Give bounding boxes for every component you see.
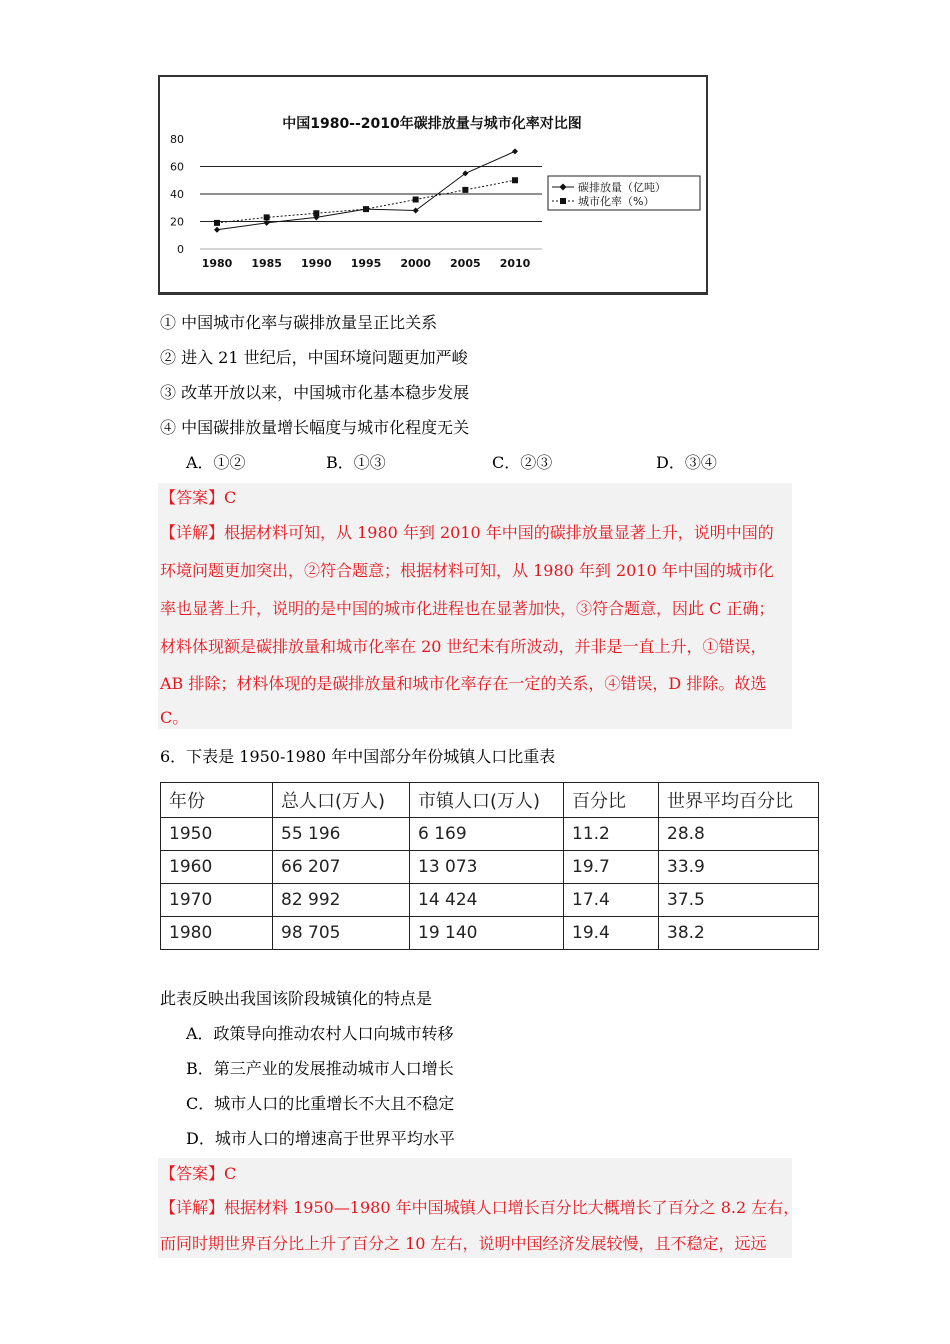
chart-series: [214, 148, 518, 232]
line-chart: [160, 77, 706, 292]
table-cell: 37.5: [659, 884, 819, 917]
table-cell: 19 140: [410, 917, 564, 950]
table-header-row: [161, 783, 819, 818]
table-cell: 13 073: [410, 851, 564, 884]
table-cell: 1980: [161, 917, 273, 950]
answer5-line-1: 【详解】根据材料可知，从 1980 年到 2010 年中国的碳排放量显著上升，说明中国的: [160, 523, 774, 542]
table-row: [161, 851, 819, 884]
data-point-urban: [512, 177, 518, 183]
legend-label-carbon: 碳排放量（亿吨）: [578, 181, 666, 194]
q6-option-a: A．政策导向推动农村人口向城市转移: [186, 1024, 454, 1043]
chart-title: 中国1980--2010年碳排放量与城市化率对比图: [282, 116, 582, 132]
data-point-urban: [363, 206, 369, 212]
x-tick-label: 1980: [201, 257, 233, 270]
y-tick-label: 0: [177, 243, 184, 256]
table-cell: 19.7: [564, 851, 659, 884]
answer5-line-3: 率也显著上升，说明的是中国的城市化进程也在显著加快，③符合题意，因此 C 正确；: [160, 599, 775, 618]
q5-option-a: A．①②: [186, 453, 246, 472]
y-tick-label: 20: [170, 215, 184, 229]
table-header-total: 总人口(万人): [273, 783, 410, 818]
statement-2: ② 进入 21 世纪后，中国环境问题更加严峻: [160, 348, 468, 367]
answer5-label: 【答案】C: [160, 488, 237, 507]
y-tick-label: 60: [170, 160, 184, 174]
answer6-line-1: 【详解】根据材料 1950—1980 年中国城镇人口增长百分比大概增长了百分之 8.2 左右，: [160, 1198, 800, 1217]
chart-grid: [200, 167, 542, 250]
table-header-year: 年份: [161, 783, 273, 818]
table-cell: 14 424: [410, 884, 564, 917]
q6-option-b: B．第三产业的发展推动城市人口增长: [186, 1059, 454, 1078]
x-tick-label: 1985: [251, 257, 282, 270]
table-cell: 33.9: [659, 851, 819, 884]
table-cell: 17.4: [564, 884, 659, 917]
chart-x-axis: [202, 257, 531, 270]
q6-option-c: C．城市人口的比重增长不大且不稳定: [186, 1094, 455, 1113]
legend-label-urban: 城市化率（%）: [578, 195, 655, 208]
statement-3: ③ 改革开放以来，中国城市化基本稳步发展: [160, 383, 470, 402]
table-cell: 98 705: [273, 917, 410, 950]
data-point-carbon: [214, 227, 220, 233]
data-point-urban: [313, 210, 319, 216]
table-header-world: 世界平均百分比: [659, 783, 819, 818]
chart-legend: [548, 176, 700, 210]
table-cell: 11.2: [564, 818, 659, 851]
chart-frame: [158, 75, 708, 295]
table-row: [161, 818, 819, 851]
table-cell: 1970: [161, 884, 273, 917]
population-table: [160, 782, 819, 950]
table-cell: 1950: [161, 818, 273, 851]
q5-option-d: D．③④: [656, 453, 717, 472]
q6-question: 此表反映出我国该阶段城镇化的特点是: [160, 989, 433, 1008]
data-point-carbon: [264, 220, 270, 226]
y-tick-label: 80: [170, 133, 184, 146]
answer6-label: 【答案】C: [160, 1164, 237, 1183]
answer5-line-2: 环境问题更加突出，②符合题意；根据材料可知，从 1980 年到 2010 年中国的城市化: [160, 561, 774, 580]
table-cell: 28.8: [659, 818, 819, 851]
answer6-line-2: 而同时期世界百分比上升了百分之 10 左右，说明中国经济发展较慢，且不稳定，远远: [160, 1234, 767, 1253]
table-cell: 6 169: [410, 818, 564, 851]
chart-y-axis: [170, 133, 184, 256]
table-cell: 66 207: [273, 851, 410, 884]
q5-option-c: C．②③: [492, 453, 553, 472]
table-cell: 82 992: [273, 884, 410, 917]
data-point-urban: [214, 220, 220, 226]
table-cell: 38.2: [659, 917, 819, 950]
statement-4: ④ 中国碳排放量增长幅度与城市化程度无关: [160, 418, 470, 437]
data-point-carbon: [512, 148, 518, 154]
table-cell: 19.4: [564, 917, 659, 950]
table-header-percent: 百分比: [564, 783, 659, 818]
q6-option-d: D．城市人口的增速高于世界平均水平: [186, 1129, 455, 1148]
y-tick-label: 40: [170, 188, 184, 201]
data-point-urban: [264, 214, 270, 220]
table-header-urban: 市镇人口(万人): [410, 783, 564, 818]
x-tick-label: 2000: [400, 257, 431, 270]
table-cell: 55 196: [273, 818, 410, 851]
table-cell: 1960: [161, 851, 273, 884]
statement-1: ① 中国城市化率与碳排放量呈正比关系: [160, 313, 438, 332]
answer5-line-6: C。: [160, 708, 189, 727]
table-row: [161, 884, 819, 917]
x-tick-label: 1990: [301, 257, 332, 270]
data-point-urban: [413, 197, 419, 203]
legend-marker-urban: [560, 198, 566, 204]
q6-title: 6．下表是 1950-1980 年中国部分年份城镇人口比重表: [160, 747, 556, 766]
series-line-urban: [217, 180, 515, 223]
q5-option-b: B．①③: [326, 453, 386, 472]
data-point-urban: [462, 187, 468, 193]
x-tick-label: 1995: [350, 257, 382, 270]
table-row: [161, 917, 819, 950]
answer5-line-4: 材料体现额是碳排放量和城市化率在 20 世纪末有所波动，并非是一直上升，①错误，: [160, 637, 767, 656]
x-tick-label: 2010: [499, 257, 531, 270]
x-tick-label: 2005: [450, 257, 481, 270]
answer5-line-5: AB 排除；材料体现的是碳排放量和城市化率存在一定的关系，④错误，D 排除。故选: [160, 674, 767, 693]
